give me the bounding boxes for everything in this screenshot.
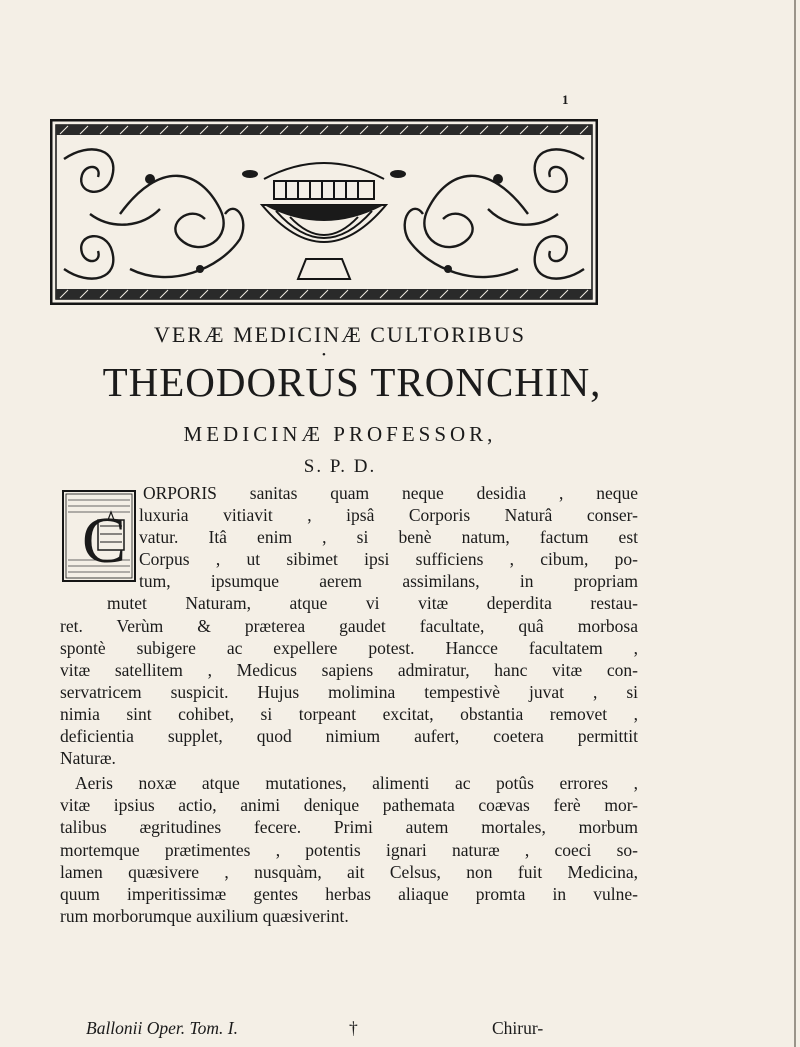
page-edge-rule [794, 0, 796, 1047]
text-line: vatur. Itâ enim , si benè natum, factum est [139, 527, 638, 548]
dedication-heading: VERÆ MEDICINÆ CULTORIBUS [154, 322, 526, 347]
page-number: 1 [562, 92, 569, 107]
text-line: lamen quæsivere , nusquàm, ait Celsus, non fuit Medicina, [60, 861, 638, 882]
text-line: vitæ satellitem , Medicus sapiens admiratur, hanc vitæ con- [60, 659, 638, 680]
dropcap-letter: C [82, 504, 127, 577]
ornamental-headpiece [50, 119, 598, 305]
body-text [60, 482, 638, 927]
text-line: ORPORIS sanitas quam neque desidia , neque [143, 483, 638, 503]
text-line: mortemque prætimentes , potentis ignari naturæ , coeci so- [60, 839, 638, 860]
text-line: luxuria vitiavit , ipsâ Corporis Naturâ conser- [139, 505, 638, 526]
author-title: MEDICINÆ PROFESSOR, [183, 422, 497, 446]
page-footer [86, 1018, 606, 1040]
text-line: spontè subigere ac expellere potest. Hancce facultatem , [60, 637, 638, 658]
text-line: servatricem suspicit. Hujus molimina tempestivè juvat , si [60, 681, 638, 702]
text-line: ret. Verùm & præterea gaudet facultate, quâ morbosa [60, 615, 638, 636]
signature-mark: Ballonii Oper. Tom. I. [86, 1018, 239, 1038]
text-line: Aeris noxæ atque mutationes, alimenti ac potûs errores , [75, 773, 638, 794]
text-line: Corpus , ut sibimet ipsi sufficiens , cibum, po- [139, 549, 638, 570]
text-line: Naturæ. [60, 748, 116, 769]
dagger-mark: † [349, 1018, 358, 1038]
ornament-dot: • [322, 349, 326, 361]
text-line: talibus ægritudines fecere. Primi autem mortales, morbum [60, 817, 638, 838]
text-line: quum imperitissimæ gentes herbas aliaque promta in vulne- [60, 883, 638, 904]
text-line: vitæ ipsius actio, animi denique pathemata coævas ferè mor- [60, 795, 638, 816]
catchword: Chirur- [492, 1018, 544, 1038]
text-line: mutet Naturam, atque vi vitæ deperdita restau- [107, 593, 638, 614]
salutation: S. P. D. [303, 456, 377, 477]
text-line: deficientia supplet, quod nimium aufert, coetera permittit [60, 726, 638, 747]
text-line: tum, ipsumque aerem assimilans, in propriam [139, 571, 638, 592]
author-name: THEODORUS TRONCHIN, [102, 359, 602, 405]
text-line: rum morborumque auxilium quæsiverint. [60, 905, 349, 926]
text-line: nimia sint cohibet, si torpeant excitat, obstantia removet , [60, 703, 638, 724]
